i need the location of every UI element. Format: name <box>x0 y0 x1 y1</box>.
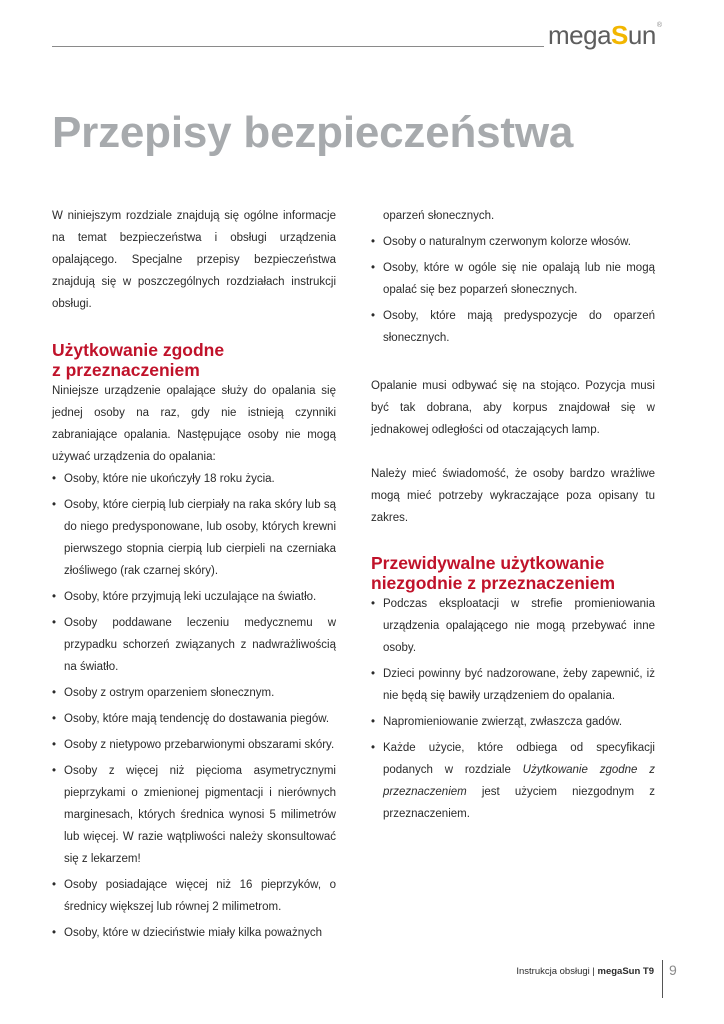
header-rule <box>52 46 544 47</box>
list-item: • Dzieci powinny być nadzorowane, żeby zapewnić, iż nie będą się bawiły urządzeniem do opalania. <box>371 663 655 707</box>
standing-position-paragraph: Opalanie musi odbywać się na stojąco. Pozycja musi być tak dobrana, aby korpus znajdował się w jednakowej odległości od otaczających lamp. <box>371 380 655 436</box>
intended-use-paragraph: Niniejsze urządzenie opalające służy do opalania się jednej osoby na raz, gdy nie istnieją czynniki zabraniające opalania. Następujące osoby nie mogą używać urządzenia do opalania: <box>52 385 336 463</box>
list-item: • Osoby, które mają predyspozycje do oparzeń słonecznych. <box>371 305 655 349</box>
excluded-persons-list <box>52 468 336 944</box>
misuse-list <box>371 593 655 825</box>
logo-part-mega: mega <box>548 20 612 50</box>
list-item: • Osoby z ostrym oparzeniem słonecznym. <box>52 682 336 704</box>
list-item: • Każde użycie, które odbiega od specyfikacji podanych w rozdziale Użytkowanie zgodne z przeznaczeniem jest użyciem niezgodnym z przeznaczeniem. <box>371 737 655 825</box>
sensitive-persons-paragraph: Należy mieć świadomość, że osoby bardzo wrażliwe mogą mieć potrzeby wykraczające poza opisany tu zakres. <box>371 468 655 524</box>
list-item: • Osoby, które nie ukończyły 18 roku życia. <box>52 468 336 490</box>
list-item: • Osoby, które przyjmują leki uczulające na światło. <box>52 586 336 608</box>
list-item: • Podczas eksploatacji w strefie promieniowania urządzenia opalającego nie mogą przebywać inne osoby. <box>371 593 655 659</box>
section-heading-intended-use: Użytkowanie zgodne z przeznaczeniem <box>52 340 225 380</box>
list-item: • Osoby o naturalnym czerwonym kolorze włosów. <box>371 231 655 253</box>
list-item: • Osoby z nietypowo przebarwionymi obszarami skóry. <box>52 734 336 756</box>
footer-product: megaSun T9 <box>597 966 654 977</box>
list-item: • Osoby posiadające więcej niż 16 pieprzyków, o średnicy większej lub równej 2 milimetrom. <box>52 874 336 918</box>
intro-paragraph: W niniejszym rozdziale znajdują się ogólne informacje na temat bezpieczeństwa i obsługi urządzenia opalającego. Specjalne przepisy bezpieczeństwa znajdują się w poszczególnych rozdziałach instrukcji obsługi. <box>52 210 336 310</box>
page-title: Przepisy bezpieczeństwa <box>52 108 574 157</box>
list-item: • Osoby, które mają tendencję do dostawania piegów. <box>52 708 336 730</box>
right-column <box>371 205 655 829</box>
list-item: • Osoby, które w ogóle się nie opalają lub nie mogą opalać się bez poparzeń słonecznych. <box>371 257 655 301</box>
list-item: • Napromieniowanie zwierząt, zwłaszcza gadów. <box>371 711 655 733</box>
section-heading-foreseeable-misuse: Przewidywalne użytkowanie niezgodnie z przeznaczeniem <box>371 553 616 593</box>
excluded-persons-list-continued <box>371 205 655 349</box>
list-item: • Osoby, które w dzieciństwie miały kilka poważnych <box>52 922 336 944</box>
registered-mark-icon: ® <box>656 22 662 29</box>
list-item: • Osoby, które cierpią lub cierpiały na raka skóry lub są do niego predysponowane, lub osoby, których krewni pierwszego stopnia cierpią lub cierpieli na czerniaka złośliwego (rak czarnej skóry). <box>52 494 336 582</box>
logo-part-un: un <box>627 20 656 50</box>
left-column <box>52 205 336 948</box>
megasun-logo <box>548 20 661 52</box>
chapter-reference: Użytkowanie zgodne z przeznaczeniem <box>383 764 655 798</box>
list-item-continuation: oparzeń słonecznych. <box>383 210 495 222</box>
logo-sun-s: S <box>611 20 628 50</box>
footer-label: Instrukcja obsługi | megaSun T9 <box>516 966 654 977</box>
footer-divider <box>662 960 663 998</box>
list-item: • Osoby poddawane leczeniu medycznemu w przypadku schorzeń związanych z nadwrażliwością na światło. <box>52 612 336 678</box>
list-item: • Osoby z więcej niż pięcioma asymetrycznymi pieprzykami o zmienionej pigmentacji i nierównych marginesach, których średnica wynosi 5 milimetrów lub więcej. W razie wątpliwości należy skonsultować się z lekarzem! <box>52 760 336 870</box>
page-number: 9 <box>669 962 677 978</box>
